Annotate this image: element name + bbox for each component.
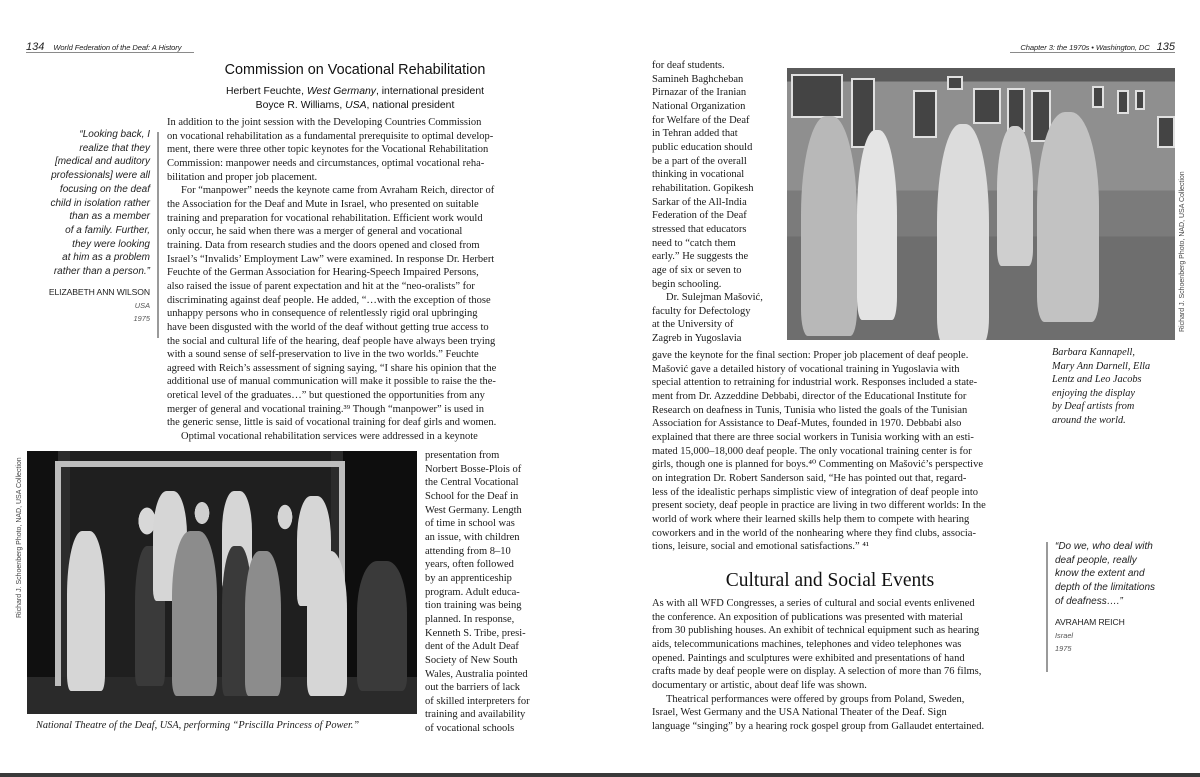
photo-credit-exhibit: Richard J. Schoenberg Photo, NAD, USA Collection [1179, 171, 1186, 332]
photo-caption-theatre: National Theatre of the Deaf, USA, performing “Priscilla Princess of Power.” [36, 720, 360, 731]
bottom-edge [0, 773, 1200, 777]
page-number-right: 135 [1156, 41, 1175, 53]
pullquote-author: ELIZABETH ANN WILSON [48, 286, 150, 297]
art-exhibit-photo [787, 68, 1175, 340]
photo-credit-theatre: Richard J. Schoenberg Photo, NAD, USA Collection [16, 457, 23, 618]
body-text-right: gave the keynote for the final section: Proper job placement of deaf people. Mašović gave a detailed history of vocational training in Yugoslavia with special attention to retraining for industrial work. Responses included a state- ment from Dr. Azzeddine Debbabi, director of the Educational Institute for Research on deafness in Tunis, Tunisia who listed the goals of the Tunisian Association for Assistance to Deaf-Mutes, founded in 1970. Debbabi also explained that there are three social workers in Tunisia working with an esti- mated 15,000–18,000 deaf people. The only vocational training center is for girls, though one is planned for boys.⁴⁰ Commenting on Mašović’s perspective on integration Dr. Robert Sanderson said, “He has pointed out that, regard- less of the idealistic perhaps simplistic view of integration of deaf people into present society, deaf people in practice are living in two different worlds: In the world of work where their learned skills help them to compete with hearing coworkers and in the world of the nonhearing where they find clubs, associa- tions, leisure, social and emotional satisfactions.” ⁴¹ [652, 350, 986, 553]
stage-performance-photo [27, 451, 417, 714]
pullquote-text: “Do we, who deal with deaf people, really know the extent and depth of the limitations of deafness….” [1055, 541, 1156, 607]
pullquote-country: USA [134, 300, 150, 310]
pullquote-wilson [26, 128, 150, 323]
byline-national-president: Boyce R. Williams, USA, national president [255, 100, 455, 111]
section-title-vocational: Commission on Vocational Rehabilitation [224, 62, 486, 78]
section-title-cultural: Cultural and Social Events [725, 570, 935, 591]
pullquote-rule-right [1046, 542, 1048, 672]
running-title-left: World Federation of the Deaf: A History [53, 43, 182, 52]
pullquote-country: Israel [1055, 630, 1074, 640]
pullquote-year: 1975 [133, 313, 150, 323]
body-text-right-narrow: for deaf students. Samineh Baghcheban Pirnazar of the Iranian National Organization for Welfare of the Deaf in Tehran added that public education should be a part of the overall thinking in vocational rehabilitation. Gopikesh Sarkar of the All-India Federation of the Deaf stressed that educators need to “catch them early.” He suggests the age of six or seven to begin schooling. Dr. Sulejman Mašović, faculty for Defectology at the University of Zagreb in Yugoslavia [652, 60, 763, 345]
pullquote-text: “Looking back, I realize that they [medical and auditory professionals] were all focusing on the deaf child in isolation rather than as a member of a family. Further, they were looking at him as a problem rather than a person.” [50, 129, 150, 278]
pullquote-reich [1055, 540, 1185, 653]
running-head-left [26, 37, 194, 53]
pullquote-year: 1975 [1055, 643, 1072, 653]
pullquote-rule [157, 132, 159, 338]
photo-caption-exhibit: Barbara Kannapell, Mary Ann Darnell, Ella Lentz and Leo Jacobs enjoying the display by Deaf artists from around the world. [1052, 347, 1151, 426]
page-number-left: 134 [26, 41, 45, 53]
body-text-cultural: As with all WFD Congresses, a series of cultural and social events enlivened the conference. An exposition of publications was presented with material from 30 publishing houses. An exhibit of technical equipment such as hearing aids, telecommunications machines, telephones and video telephones was opened. Paintings and sculptures were exhibited and presentations of hand crafts made by deaf people were on display. A selection of more than 76 films, documentary or artistic, about deaf life was shown. Theatrical performances were offered by groups from Poland, Sweden, Israel, West Germany and the USA National Theater of the Deaf. Sign language “singing” by a hearing rock gospel group from Gallaudet entertained. [652, 598, 985, 732]
body-text-left: In addition to the joint session with the Developing Countries Commission on vocational rehabilitation as a fundamental prerequisite to optimal develop- ment, there were three other topic keynotes for the Vocational Rehabilitation Commission: manpower needs and circumstances, optimal vocational reha- bilitation and proper job placement. For “manpower” needs the keynote came from Avraham Reich, director of the Association for the Deaf and Mute in Israel, who presented on suitable training and preparation for vocational rehabilitation. Efficient work would only occur, he said when there was a merger of general and vocational training. Data from research studies and the doors opened and closed from Israel’s “Invalids’ Employment Law” were examined. In response Dr. Herbert Feuchte of the German Association for Hearing-Speech Impaired Persons, also raised the issue of parent expectation and hit at the “neo-oralists” for discriminating against deaf people. He added, “…with the exception of those unhappy persons who in consequence of relentlessly rigid oral upbringing have been disgusted with the world of the deaf without getting true access to the social and cultural life of the hearing, deaf people have always been trying with a sound sense of self-preservation to live in the two worlds.” Feuchte agreed with Reich’s assessment of signing saying, “I share his opinion that the additional use of manual communication will make it possible to raise the the- oretical level of the graduates…” but questioned the opportunities from any merger of general and vocational training.³⁹ Though “manpower” is used in the generic sense, little is said of vocational training for deaf girls and women. Optimal vocational rehabilitation services were addressed in a keynote [167, 117, 497, 443]
running-head-right [1010, 37, 1175, 53]
pullquote-author: AVRAHAM REICH [1055, 616, 1125, 627]
running-title-right: Chapter 3: the 1970s • Washington, DC [1020, 43, 1150, 52]
body-text-left-narrow: presentation from Norbert Bosse-Plois of the Central Vocational School for the Deaf in West Germany. Length of time in school was an issue, with children attending from 8–10 years, often followed by an apprenticeship program. Adult educa- tion training was being planned. In response, Kenneth S. Tribe, presi- dent of the Adult Deaf Society of New South Wales, Australia pointed out the barriers of lack of skilled interpreters for training and availability of vocational schools [425, 450, 530, 735]
byline-international-president: Herbert Feuchte, West Germany, international president [226, 86, 484, 97]
